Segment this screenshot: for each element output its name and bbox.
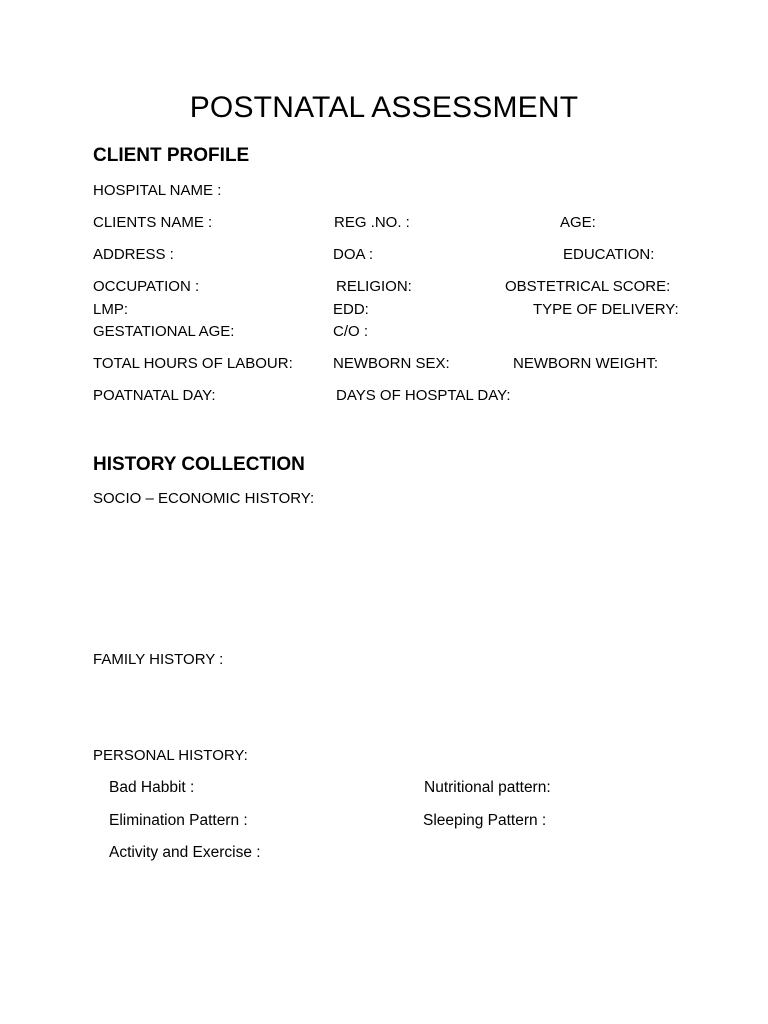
doa-label: DOA : — [333, 246, 374, 263]
reg-no-label: REG .NO. : — [334, 214, 410, 231]
days-of-hospital-day-label: DAYS OF HOSPTAL DAY: — [336, 387, 511, 404]
newborn-sex-label: NEWBORN SEX: — [333, 355, 450, 372]
postnatal-day-label: POATNATAL DAY: — [93, 387, 216, 404]
elimination-pattern-label: Elimination Pattern : — [109, 812, 248, 829]
edd-label: EDD: — [333, 301, 369, 318]
address-label: ADDRESS : — [93, 246, 174, 263]
religion-label: RELIGION: — [336, 278, 412, 295]
gestational-age-label: GESTATIONAL AGE: — [93, 323, 235, 340]
age-label: AGE: — [560, 214, 596, 231]
history-collection-heading: HISTORY COLLECTION — [93, 454, 305, 475]
clients-name-label: CLIENTS NAME : — [93, 214, 213, 231]
socio-economic-history-label: SOCIO – ECONOMIC HISTORY: — [93, 490, 315, 507]
bad-habbit-label: Bad Habbit : — [109, 779, 195, 796]
activity-and-exercise-label: Activity and Exercise : — [109, 844, 261, 861]
sleeping-pattern-label: Sleeping Pattern : — [423, 812, 547, 829]
newborn-weight-label: NEWBORN WEIGHT: — [513, 355, 658, 372]
lmp-label: LMP: — [93, 301, 129, 318]
total-hours-of-labour-label: TOTAL HOURS OF LABOUR: — [93, 355, 293, 372]
type-of-delivery-label: TYPE OF DELIVERY: — [533, 301, 679, 318]
family-history-label: FAMILY HISTORY : — [93, 651, 224, 668]
education-label: EDUCATION: — [563, 246, 655, 263]
personal-history-label: PERSONAL HISTORY: — [93, 747, 248, 764]
client-profile-heading: CLIENT PROFILE — [93, 145, 250, 166]
occupation-label: OCCUPATION : — [93, 278, 200, 295]
obstetrical-score-label: OBSTETRICAL SCORE: — [505, 278, 671, 295]
nutritional-pattern-label: Nutritional pattern: — [424, 779, 551, 796]
page-title: POSTNATAL ASSESSMENT — [189, 91, 579, 124]
co-label: C/O : — [333, 323, 369, 340]
hospital-name-label: HOSPITAL NAME : — [93, 182, 222, 199]
